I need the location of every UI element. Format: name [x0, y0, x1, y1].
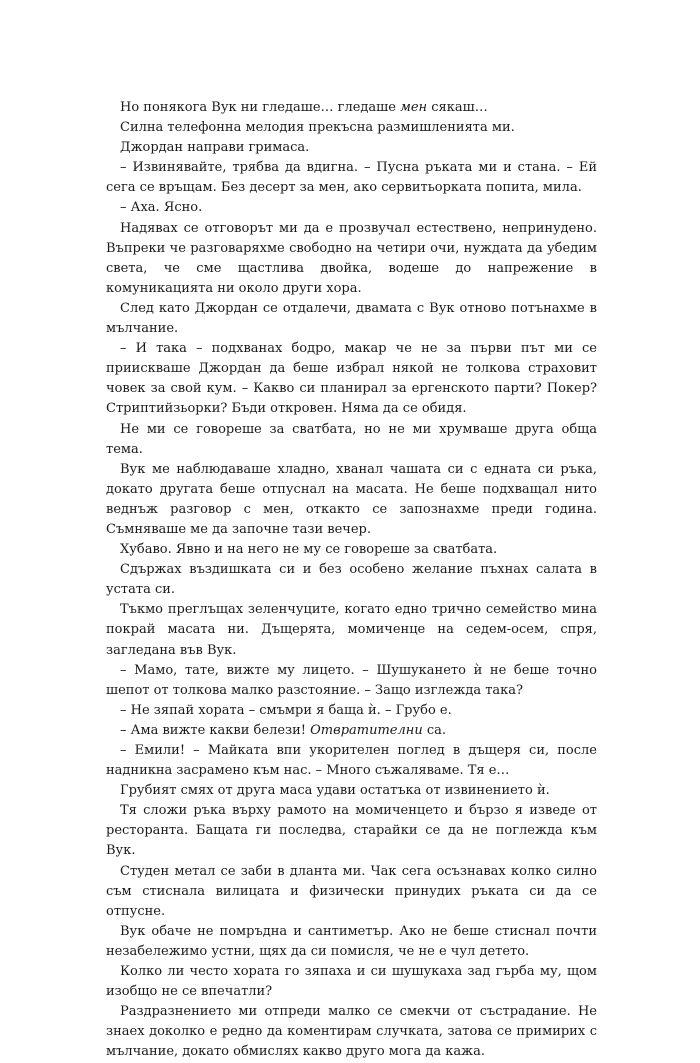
body-text	[106, 98, 597, 1063]
emphasis-text: Отвратителни	[310, 722, 423, 738]
paragraph-text: Студен метал се заби в дланта ми. Чак сега осъзнавах колко силно съм стиснала вилицата и физически принудих ръката си да се отпусне.	[106, 863, 597, 919]
paragraph	[106, 781, 597, 801]
paragraph	[106, 460, 597, 540]
paragraph	[106, 198, 597, 218]
paragraph-text: Тъкмо преглъщах зеленчуците, когато едно трично семейство мина покрай масата ни. Дъщерята, момиченце на седем-осем, спря, загледана във Вук.	[106, 602, 597, 658]
paragraph-text: Надявах се отговорът ми да е прозвучал естествено, непринудено. Въпреки че разговаряхме свободно на четири очи, нуждата да убедим света, че сме щастлива двойка, водеше до напрежение в комуникацията ни около други хора.	[106, 220, 597, 296]
paragraph	[106, 158, 597, 198]
paragraph-text: След като Джордан се отдалечи, двамата с Вук отново потънахме в мълчание.	[106, 300, 597, 337]
paragraph	[106, 118, 597, 138]
paragraph-text: Хубаво. Явно и на него не му се говореше за сватбата.	[120, 542, 498, 558]
paragraph-text: – Мамо, тате, вижте му лицето. – Шушукането ѝ не беше точно шепот от толкова малко разстояние. – Защо изглежда така?	[106, 662, 597, 698]
paragraph-text: Вук обаче не помръдна и сантиметър. Ако не беше стиснал почти незабележимо устни, щях да си помисля, че не е чул детето.	[106, 923, 597, 959]
paragraph	[106, 560, 597, 600]
paragraph	[106, 540, 597, 560]
paragraph-text: Сдържах въздишката си и без особено желание пъхнах салата в устата си.	[106, 562, 597, 598]
paragraph	[106, 600, 597, 660]
paragraph-text: – Аха. Ясно.	[120, 200, 203, 216]
paragraph	[106, 741, 597, 781]
paragraph	[106, 962, 597, 1002]
paragraph-text: Не ми се говореше за сватбата, но не ми хрумваше друга обща тема.	[106, 421, 597, 457]
emphasis-text: мен	[400, 100, 428, 115]
paragraph	[106, 721, 597, 741]
paragraph-text: Силна телефонна мелодия прекъсна размишленията ми.	[120, 120, 515, 136]
paragraph-text: – Ама вижте какви белези!	[120, 722, 311, 738]
paragraph-text: – Емили! – Майката впи укорителен поглед в дъщеря си, после надникна засрамено към нас. – Много съжаляваме. Тя е…	[106, 743, 597, 779]
paragraph	[106, 219, 597, 299]
paragraph-text: Вук ме наблюдаваше хладно, хванал чашата си с едната си ръка, докато другата беше отпуснал на масата. Не беше подхващал нито веднъж разговор с мен, откакто се запознахме преди година. Съмняваше ме да започне тази вечер.	[106, 461, 597, 537]
paragraph-text: сякаш…	[427, 100, 488, 115]
paragraph	[106, 922, 597, 962]
paragraph-text: Но понякога Вук ни гледаше… гледаше	[120, 100, 401, 115]
paragraph	[106, 661, 597, 701]
paragraph-text: Раздразнението ми отпреди малко се смекчи от състрадание. Не знаех доколко е редно да коментирам случката, затова се примирих с мълчание, докато обмислях какво друго мога да кажа.	[106, 1004, 597, 1060]
paragraph	[106, 1002, 597, 1062]
paragraph-text: – Не зяпай хората – смъмри я баща ѝ. – Грубо е.	[120, 702, 452, 718]
paragraph-text: Грубият смях от друга маса удави остатъка от извинението ѝ.	[120, 783, 550, 799]
paragraph-text: Колко ли често хората го зяпаха и си шушукаха зад гърба му, щом изобщо не се впечатли?	[106, 964, 597, 1000]
paragraph	[106, 339, 597, 419]
paragraph	[106, 138, 597, 158]
paragraph	[106, 98, 597, 118]
paragraph	[106, 801, 597, 861]
paragraph	[106, 299, 597, 339]
paragraph	[106, 862, 597, 922]
paragraph	[106, 701, 597, 721]
paragraph-text: Джордан направи гримаса.	[120, 140, 310, 156]
paragraph-text: – И така – подхванах бодро, макар че не за първи път ми се приискваше Джордан да беше избрал някой не толкова страховит човек за свой кум. – Какво си планирал за ергенското парти? Покер? Стриптийзьорки? Бъди откровен. Няма да се обидя.	[106, 341, 597, 417]
paragraph-text: са.	[422, 722, 446, 738]
paragraph-text: – Извинявайте, трябва да вдигна. – Пусна ръката ми и стана. – Ей сега се връщам. Без десерт за мен, ако сервитьорката попита, мила.	[106, 160, 597, 196]
paragraph	[106, 420, 597, 460]
paragraph-text: Тя сложи ръка върху рамото на момиченцето и бързо я изведе от ресторанта. Бащата ги последва, старайки се да не поглежда към Вук.	[106, 803, 597, 859]
